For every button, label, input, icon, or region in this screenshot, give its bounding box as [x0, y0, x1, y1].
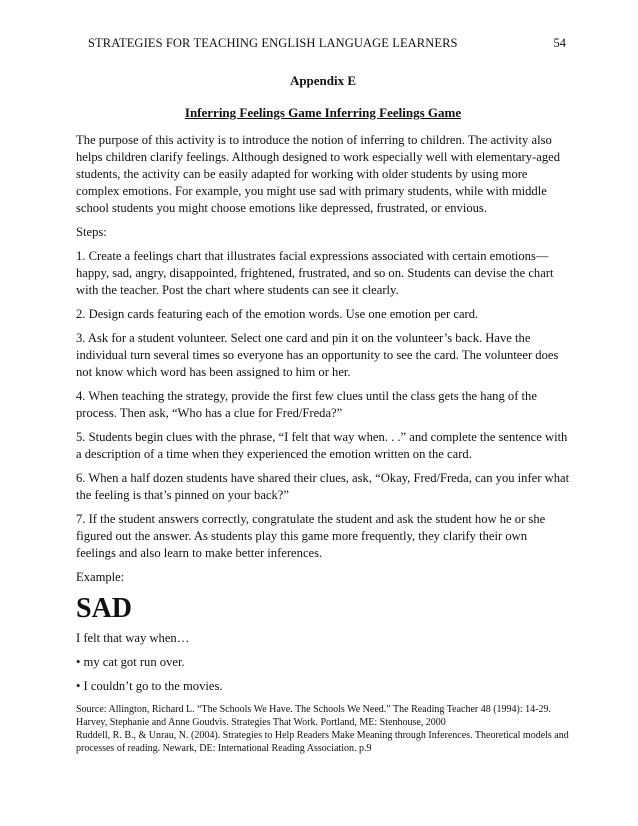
step-5: 5. Students begin clues with the phrase, “I felt that way when. . .” and complete the sentence with a description of a time when they experienced the emotion written on the card.	[76, 430, 568, 461]
step-7: 7. If the student answers correctly, congratulate the student and ask the student how he or she figured out the answer. As students play this game more frequently, they clarify their own feelings and also learn to make better inferences.	[76, 512, 546, 560]
step-6: 6. When a half dozen students have shared their clues, ask, “Okay, Fred/Freda, can you infer what the feeling is that’s pinned on your back?”	[76, 471, 570, 502]
appendix-title: Appendix E	[289, 73, 357, 88]
sources-block	[76, 703, 570, 755]
step-4: 4. When teaching the strategy, provide the first few clues until the class gets the hang of the process. Then ask, “Who has a clue for Fred/Freda?”	[76, 389, 537, 420]
running-header-title: STRATEGIES FOR TEACHING ENGLISH LANGUAGE LEARNERS	[88, 36, 458, 50]
example-item-2: • I couldn’t go to the movies.	[76, 679, 223, 693]
intro-paragraph: The purpose of this activity is to introduce the notion of inferring to children. The activity also helps children clarify feelings. Although designed to work especially well with elementary-aged students, the activity can be easily adapted for working with older students by using more complex emotions. For example, you might use sad with primary students, while with middle school students you might choose emotions like depressed, frustrated, or envious.	[76, 133, 561, 215]
step-1: 1. Create a feelings chart that illustrates facial expressions associated with certain emotions—happy, sad, angry, disappointed, frightened, frustrated, and so on. Students can devise the chart with the teacher. Post the chart where students can see it clearly.	[76, 249, 554, 297]
example-word: SAD	[76, 593, 133, 624]
source-citation-1: Source: Allington, Richard L. “The Schools We Have. The Schools We Need.” The Reading Teacher 48 (1994): 14-29.	[76, 704, 551, 715]
example-label: Example:	[76, 570, 125, 584]
step-2: 2. Design cards featuring each of the emotion words. Use one emotion per card.	[76, 307, 479, 321]
source-citation-2: Harvey, Stephanie and Anne Goudvis. Strategies That Work. Portland, ME: Stenhouse, 2000	[76, 717, 446, 728]
steps-heading: Steps:	[76, 225, 107, 239]
activity-title: Inferring Feelings Game Inferring Feelings Game	[184, 105, 462, 120]
source-citation-3: Ruddell, R. B., & Unrau, N. (2004). Strategies to Help Readers Make Meaning through Inferences. Theoretical models and processes of reading. Newark, DE: International Reading Association. p.9	[76, 730, 569, 754]
example-prompt: I felt that way when…	[76, 631, 190, 645]
step-3: 3. Ask for a student volunteer. Select one card and pin it on the volunteer’s back. Have the individual turn several times so everyone has an opportunity to see the card. The volunteer does not know which word has been assigned to him or her.	[76, 331, 559, 379]
document-body	[76, 73, 570, 755]
example-item-1: • my cat got run over.	[76, 655, 185, 669]
page-number: 54	[553, 36, 566, 50]
